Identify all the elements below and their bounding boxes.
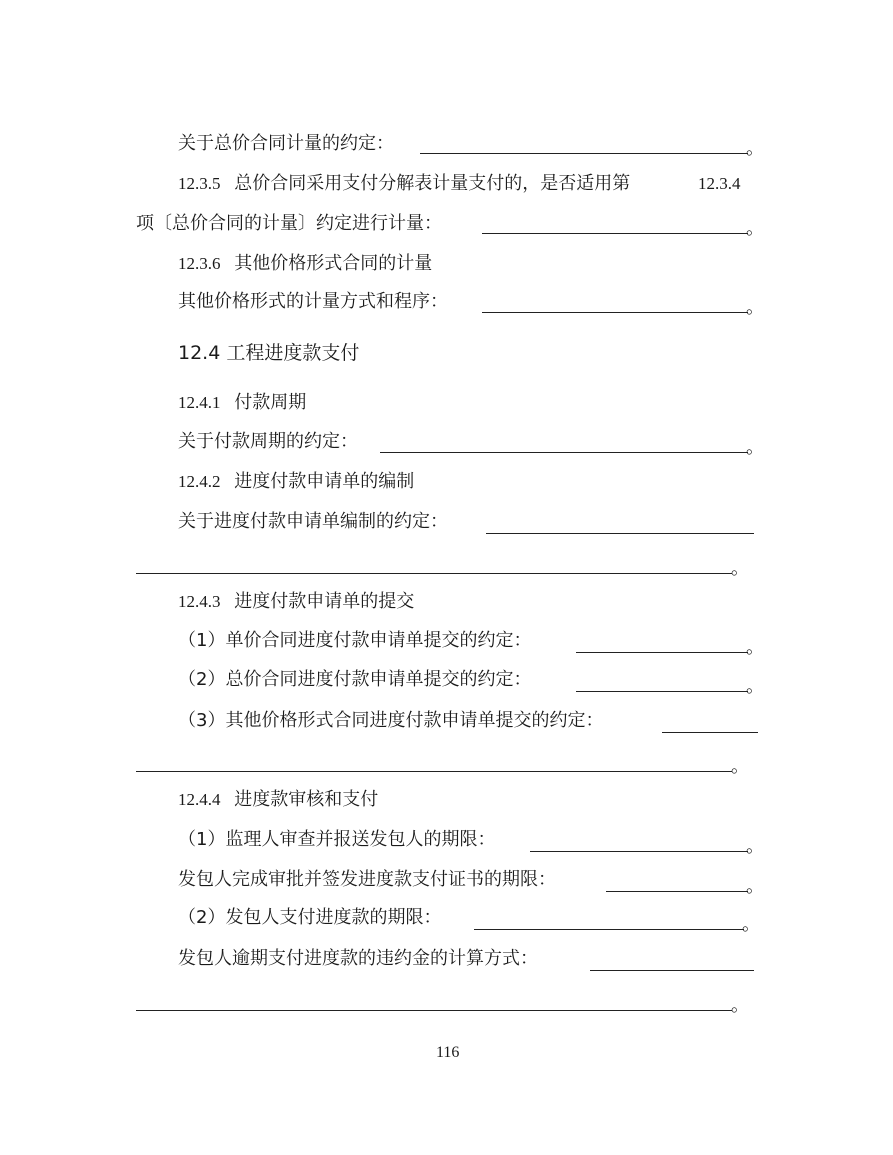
period-mark: 。: [742, 914, 760, 935]
period-mark: 。: [746, 437, 764, 458]
clause-reference-number: 12.3.4: [698, 174, 741, 193]
employer-approval-period-field[interactable]: [606, 891, 748, 892]
total-price-submission-label: （2）总价合同进度付款申请单提交的约定：: [178, 669, 532, 690]
other-price-measurement-label: 其他价格形式的计量方式和程序：: [178, 291, 448, 312]
period-mark: 。: [746, 218, 764, 239]
period-mark: 。: [746, 637, 764, 658]
total-price-measurement-label: 关于总价合同计量的约定：: [178, 133, 394, 154]
other-price-submission-label: （3）其他价格形式合同进度付款申请单提交的约定：: [178, 710, 604, 731]
total-price-submission-field[interactable]: [576, 691, 748, 692]
clause-title: 付款周期: [234, 392, 307, 413]
late-payment-penalty-label: 发包人逾期支付进度款的违约金的计算方式：: [178, 948, 538, 969]
clause-title: 总价合同采用支付分解表计量支付的，是否适用第: [234, 173, 631, 194]
employer-payment-period-field[interactable]: [474, 929, 744, 930]
clause-title: 进度付款申请单的编制: [234, 471, 415, 492]
clause-number: 12.4.1: [178, 393, 221, 412]
unit-price-submission-label: （1）单价合同进度付款申请单提交的约定：: [178, 630, 532, 651]
period-mark: 。: [746, 876, 764, 897]
payment-period-label: 关于付款周期的约定：: [178, 431, 358, 452]
other-price-submission-field-cont[interactable]: [136, 771, 732, 772]
period-mark: 。: [746, 138, 764, 159]
clause-title: 进度付款申请单的提交: [234, 591, 415, 612]
clause-number: 12.4.2: [178, 472, 221, 491]
employer-approval-period-label: 发包人完成审批并签发进度款支付证书的期限：: [178, 869, 556, 890]
clause-number: 12.3.6: [178, 254, 221, 273]
clause-12-3-5: [178, 172, 630, 196]
total-price-measurement-field[interactable]: [420, 153, 748, 154]
total-price-measurement-applicability-field[interactable]: [482, 233, 748, 234]
clause-12-3-6: [178, 252, 432, 276]
clause-title: 其他价格形式合同的计量: [234, 253, 433, 274]
section-heading-12-4: 12.4 工程进度款支付: [178, 342, 360, 364]
supervisor-review-period-field[interactable]: [530, 851, 748, 852]
clause-number: 12.3.5: [178, 174, 221, 193]
unit-price-submission-field[interactable]: [576, 652, 748, 653]
other-price-measurement-field[interactable]: [482, 312, 748, 313]
payment-period-field[interactable]: [380, 452, 748, 453]
payment-application-preparation-field[interactable]: [486, 533, 754, 534]
payment-application-preparation-label: 关于进度付款申请单编制的约定：: [178, 511, 448, 532]
supervisor-review-period-label: （1）监理人审查并报送发包人的期限：: [178, 829, 496, 850]
employer-payment-period-label: （2）发包人支付进度款的期限：: [178, 907, 442, 928]
clause-12-4-3: [178, 590, 414, 614]
period-mark: 。: [746, 676, 764, 697]
clause-12-4-1: [178, 391, 306, 415]
page-number: 116: [436, 1044, 460, 1061]
period-mark: 。: [731, 558, 749, 579]
clause-number: 12.4.3: [178, 592, 221, 611]
clause-title: 进度款审核和支付: [234, 789, 379, 810]
late-payment-penalty-field[interactable]: [590, 970, 754, 971]
period-mark: 。: [731, 995, 749, 1016]
payment-application-preparation-field-cont[interactable]: [136, 573, 732, 574]
period-mark: 。: [746, 836, 764, 857]
clause-12-4-2: [178, 470, 414, 494]
period-mark: 。: [731, 756, 749, 777]
period-mark: 。: [746, 297, 764, 318]
clause-number: 12.4.4: [178, 790, 221, 809]
other-price-submission-field[interactable]: [662, 732, 758, 733]
late-payment-penalty-field-cont[interactable]: [136, 1010, 732, 1011]
total-price-measurement-applicability-label: 项〔总价合同的计量〕约定进行计量：: [136, 213, 442, 234]
clause-12-4-4: [178, 788, 378, 812]
